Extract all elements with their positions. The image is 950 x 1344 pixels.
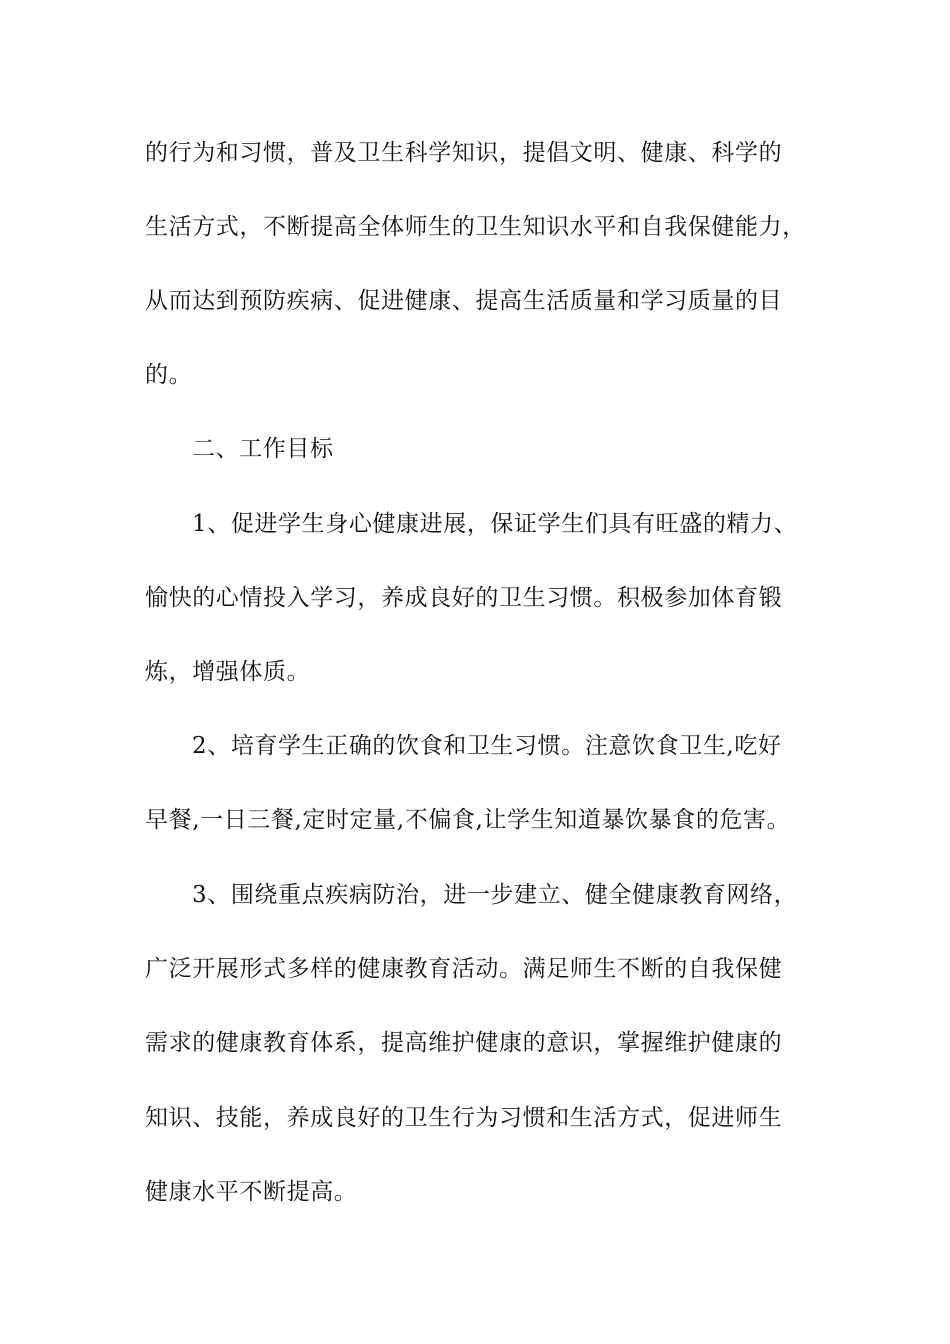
- paragraph-line: 早餐,一日三餐,定时定量,不偏食,让学生知道暴饮暴食的危害。: [145, 807, 791, 833]
- paragraph-line: 生活方式，不断提高全体师生的卫生知识水平和自我保健能力，: [145, 214, 806, 240]
- paragraph-line: 2、培育学生正确的饮食和卫生习惯。注意饮食卫生,吃好: [192, 733, 782, 759]
- paragraph-line: 炼，增强体质。: [145, 659, 311, 685]
- paragraph-line: 的行为和习惯，普及卫生科学知识，提倡文明、健康、科学的: [145, 140, 783, 166]
- paragraph-line: 愉快的心情投入学习，养成良好的卫生习惯。积极参加体育锻: [145, 585, 783, 611]
- paragraph-line: 广泛开展形式多样的健康教育活动。满足师生不断的自我保健: [145, 956, 783, 982]
- paragraph-line: 的。: [145, 362, 193, 388]
- paragraph-line: 从而达到预防疾病、促进健康、提高生活质量和学习质量的目: [145, 288, 783, 314]
- paragraph-line: 健康水平不断提高。: [145, 1179, 358, 1205]
- paragraph-line: 3、围绕重点疾病防治，进一步建立、健全健康教育网络，: [192, 882, 798, 908]
- paragraph-line: 知识、技能，养成良好的卫生行为习惯和生活方式，促进师生: [145, 1105, 783, 1131]
- paragraph-line: 1、促进学生身心健康进展，保证学生们具有旺盛的精力、: [192, 511, 798, 537]
- section-heading: 二、工作目标: [192, 436, 334, 462]
- paragraph-line: 需求的健康教育体系，提高维护健康的意识，掌握维护健康的: [145, 1030, 783, 1056]
